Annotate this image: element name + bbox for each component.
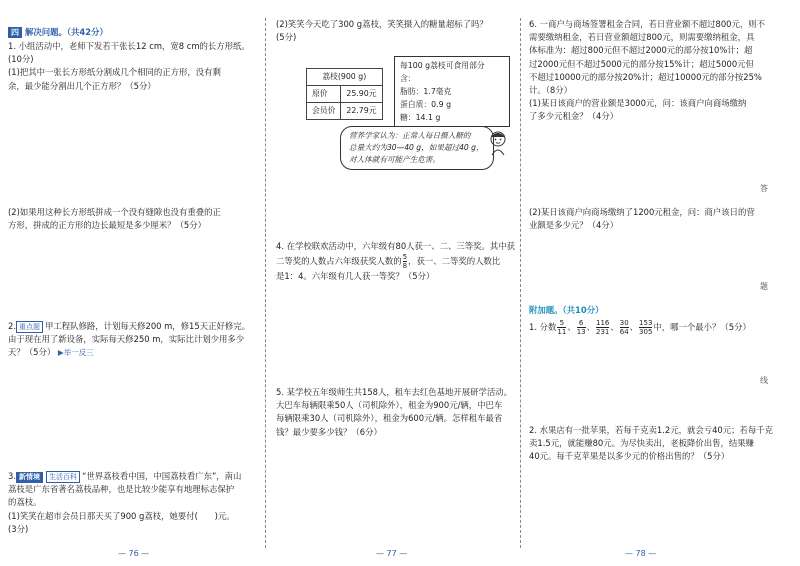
q6-line-7: (1)某日该商户的营业额是3000元，问：该商户向商场缴纳 — [529, 98, 747, 109]
question-2 — [8, 320, 250, 360]
margin-char-1: 答 — [760, 184, 768, 193]
nutrition-line-2: 含： — [400, 74, 416, 83]
nutrition-line-3: 脂肪：1.7毫克 — [400, 87, 452, 96]
q1-line-1: 1. 小组活动中，老师下发若干张长12 cm，宽8 cm的长方形纸。 — [8, 41, 250, 51]
extra-question-1 — [529, 318, 751, 336]
e2-line-2: 卖1.5元，就能赚80元。为尽快卖出，老板降价出售，结果赚 — [529, 438, 754, 449]
q5-line-3: 每辆限乘30人（司机除外），租金为600元/辆。怎样租车最省 — [276, 413, 503, 424]
e1-lead: 1. 分数 — [529, 322, 557, 332]
q3b-line-2: (5分) — [276, 32, 297, 43]
e1-frac-5 — [639, 319, 652, 336]
extra-section-title — [529, 304, 603, 317]
margin-char-2: 题 — [760, 282, 768, 291]
price-label-original: 原价 — [307, 86, 341, 103]
q6-line-9: (2)某日该商户向商场缴纳了1200元租金，问：商户该日的营 — [529, 207, 755, 217]
q6-line-6: 计。（8分） — [529, 85, 573, 96]
q6-line-2: 需要缴纳租金，若日营业额超过800元，则需要缴纳租金，具 — [529, 32, 755, 43]
page-78 — [521, 0, 800, 566]
question-3-part-2 — [276, 18, 488, 44]
page-76 — [0, 0, 264, 566]
nutrition-line-1: 每100 g荔枝可食用部分 — [400, 61, 485, 70]
e1-frac-2 — [577, 319, 586, 336]
q5-line-4: 钱？最少要多少钱？（6分） — [276, 426, 382, 437]
q2-tag: 重点题 — [16, 321, 43, 333]
price-value-original: 25.90元 — [341, 86, 382, 103]
margin-char-3: 线 — [760, 376, 768, 385]
e1-sep-1: 、 — [567, 322, 576, 332]
q4-frac-den: 8 — [402, 262, 408, 271]
q1-line-5: (2)如果用这种长方形纸拼成一个没有缝隙也没有重叠的正 — [8, 207, 221, 217]
page-number: — 77 — — [376, 548, 408, 558]
q4-line-3: 是1：4。六年级有几人获一等奖？（5分） — [276, 271, 435, 282]
e1-frac-2-num: 6 — [577, 319, 586, 328]
extra-question-2 — [529, 424, 773, 464]
nutritionist-speech-bubble — [340, 126, 494, 170]
e1-tail: 中，哪一个最小？（5分） — [653, 322, 751, 332]
q1-line-3: (1)把其中一张长方形纸分割成几个相同的正方形，没有剩 — [8, 67, 221, 78]
e1-frac-5-den: 305 — [639, 328, 653, 336]
q3-number: 3. — [8, 471, 16, 481]
q4-fraction — [403, 253, 407, 270]
q3-line-4: (1)笑笑在超市会员日那天买了900 g荔枝，她要付( )元。 — [8, 510, 235, 521]
q5-line-1: 5. 某学校五年级师生共158人，租车去红色基地开展研学活动。 — [276, 387, 513, 397]
q6-line-8: 了多少元租金？（4分） — [529, 111, 619, 122]
q3-line-2: 荔枝是广东省著名荔枝品种，也是比较少能享有地理标志保护 — [8, 484, 235, 495]
e1-frac-4-den: 64 — [619, 328, 629, 336]
q4-line-2b: ，获一、二等奖的人数比 — [408, 256, 501, 267]
e1-frac-3 — [596, 319, 609, 336]
e1-frac-5-num: 153 — [639, 319, 653, 327]
e1-frac-1-num: 5 — [557, 319, 566, 328]
nutrition-box — [394, 56, 510, 127]
q4-frac-num: 5 — [402, 253, 408, 262]
page-number: — 76 — — [118, 548, 150, 558]
q1-line-6: 方形，拼成的正方形的边长最短是多少厘米？（5分） — [8, 220, 206, 231]
price-label-member: 会员价 — [307, 103, 341, 120]
bubble-line-1: 营养学家认为：正常人每日摄入糖的 — [349, 131, 471, 140]
question-4 — [276, 240, 515, 283]
price-table — [306, 68, 383, 120]
question-3 — [8, 470, 241, 536]
q6-line-5: 不超过10000元的部分按20%计；超过10000元的部分按25% — [529, 71, 762, 82]
q3b-line-1: (2)笑笑今天吃了300 g荔枝，笑笑摄入的糖量超标了吗？ — [276, 19, 488, 29]
e1-frac-4 — [620, 319, 629, 336]
q6-line-1: 6. 一商户与商场签署租金合同，若日营业额不超过800元，则不 — [529, 19, 766, 29]
nutrition-line-4: 蛋白质：0.9 g — [400, 100, 452, 109]
question-1-part-2 — [8, 206, 221, 232]
q2-ref-label: 举一反三 — [63, 348, 94, 358]
q3-tag-2: 生活百科 — [46, 471, 80, 483]
e1-frac-3-den: 231 — [596, 328, 610, 336]
question-6-part-2 — [529, 206, 755, 232]
section-header — [8, 26, 108, 39]
q5-line-2: 大巴车每辆限乘50人（司机除外），租金为900元/辆，中巴车 — [276, 400, 503, 411]
question-1 — [8, 40, 250, 93]
e1-sep-3: 、 — [610, 322, 619, 332]
e2-line-3: 40元。每千克苹果是以多少元的价格出售的？（5分） — [529, 451, 730, 462]
bubble-line-2: 总量大约为30—40 g，如果超过40 g， — [349, 143, 484, 152]
q3-line-1: “世界荔枝看中国，中国荔枝看广东”，南山 — [82, 471, 242, 481]
q2-line-1: 甲工程队修路，计划每天修200 m，修15天正好修完。 — [45, 321, 250, 331]
q2-line-3: 天？（5分） — [8, 347, 56, 358]
q2-number: 2. — [8, 321, 16, 331]
e1-sep-2: 、 — [586, 322, 595, 332]
page-77 — [266, 0, 519, 566]
q3-line-5: (3分) — [8, 523, 29, 534]
q6-line-10: 业额是多少元？（4分） — [529, 220, 619, 231]
q4-line-1: 4. 在学校联欢活动中，六年级有80人获一、二、三等奖。其中获 — [276, 241, 516, 251]
nutrition-line-5: 糖：14.1 g — [400, 113, 441, 122]
price-value-member: 22.79元 — [341, 103, 382, 120]
section-tag: 四 — [8, 27, 22, 38]
q4-line-2a: 二等奖的人数占六年级获奖人数的 — [276, 256, 402, 267]
e2-line-1: 2. 水果店有一批苹果，若每千克卖1.2元，就会亏40元；若每千克 — [529, 425, 774, 435]
q3-line-3: 的荔枝。 — [8, 497, 42, 508]
price-table-header: 荔枝(900 g) — [307, 69, 383, 86]
question-6 — [529, 18, 765, 124]
e1-sep-4: 、 — [629, 322, 639, 332]
e1-frac-4-num: 30 — [619, 319, 629, 327]
e1-frac-3-num: 116 — [596, 319, 610, 327]
page-number: — 78 — — [625, 548, 657, 558]
q6-line-3: 体标准为：超过800元但不超过2000元的部分按10%计；超 — [529, 45, 753, 56]
bubble-line-3: 对人体就有可能产生危害。 — [349, 155, 441, 164]
e1-frac-1 — [557, 319, 566, 336]
nutritionist-cartoon-icon — [488, 130, 508, 156]
e1-frac-2-den: 13 — [576, 328, 586, 336]
q1-line-4: 余，最少能分割出几个正方形？（5分） — [8, 80, 156, 91]
q3-tag-1: 新情境 — [16, 472, 43, 483]
q2-ref-link[interactable]: ▶举一反三 — [57, 348, 94, 358]
e1-frac-1-den: 11 — [557, 328, 567, 336]
question-5 — [276, 386, 512, 439]
q1-line-2: (10分) — [8, 54, 34, 65]
q6-line-4: 过2000元但不超过5000元的部分按15%计；超过5000元但 — [529, 58, 754, 69]
q2-line-2: 由于现在用了新设备，实际每天修250 m，实际比计划少用多少 — [8, 334, 245, 345]
section-title: 解决问题。（共42分） — [25, 27, 108, 37]
extra-title: 附加题。（共10分） — [529, 305, 604, 315]
